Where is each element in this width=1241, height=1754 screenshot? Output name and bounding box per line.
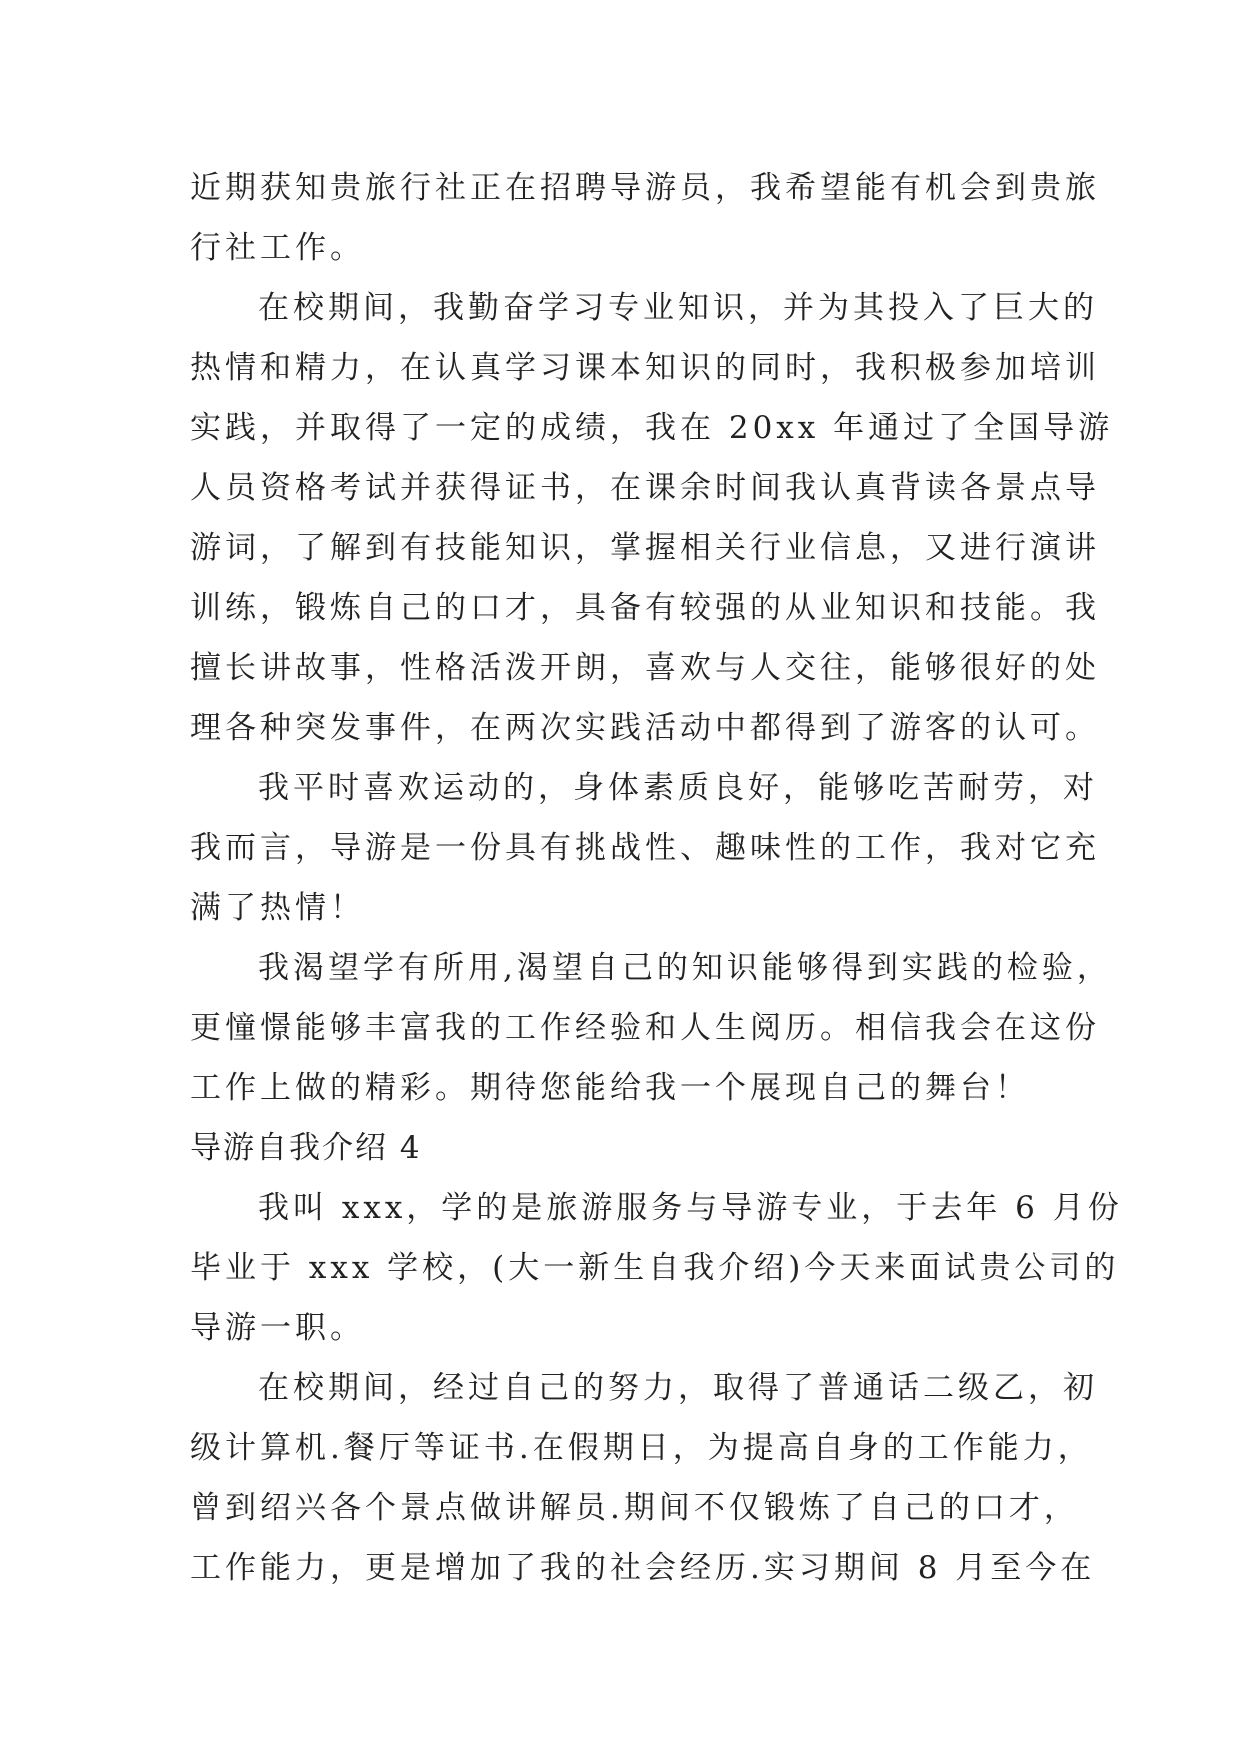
text-line: 实践，并取得了一定的成绩，我在 20xx 年通过了全国导游 xyxy=(190,410,1114,446)
paragraph-4 xyxy=(190,938,1112,1118)
section-heading: 导游自我介绍 4 xyxy=(190,1130,422,1166)
paragraph-2 xyxy=(190,278,1114,758)
text-line: 人员资格考试并获得证书，在课余时间我认真背读各景点导 xyxy=(190,470,1100,506)
text-line: 训练，锻炼自己的口才，具备有较强的从业知识和技能。我 xyxy=(190,590,1100,626)
text-line: 工作上做的精彩。期待您能给我一个展现自己的舞台！ xyxy=(190,1070,1030,1106)
text-line: 毕业于 xxx 学校，(大一新生自我介绍)今天来面试贵公司的 xyxy=(190,1250,1120,1286)
text-line: 我叫 xxx，学的是旅游服务与导游专业，于去年 6 月份 xyxy=(258,1190,1123,1226)
text-line: 游词，了解到有技能知识，掌握相关行业信息，又进行演讲 xyxy=(190,530,1100,566)
text-line: 我平时喜欢运动的，身体素质良好，能够吃苦耐劳，对 xyxy=(258,770,1098,806)
text-line: 我渴望学有所用,渴望自己的知识能够得到实践的检验， xyxy=(258,950,1112,986)
text-line: 行社工作。 xyxy=(190,230,365,266)
text-line: 擅长讲故事，性格活泼开朗，喜欢与人交往，能够很好的处 xyxy=(190,650,1100,686)
text-line: 曾到绍兴各个景点做讲解员.期间不仅锻炼了自己的口才， xyxy=(190,1490,1079,1526)
text-line: 理各种突发事件，在两次实践活动中都得到了游客的认可。 xyxy=(190,710,1100,746)
text-line: 满了热情！ xyxy=(190,890,365,926)
text-line: 近期获知贵旅行社正在招聘导游员，我希望能有机会到贵旅 xyxy=(190,170,1100,206)
text-line: 更憧憬能够丰富我的工作经验和人生阅历。相信我会在这份 xyxy=(190,1010,1100,1046)
text-line: 我而言，导游是一份具有挑战性、趣味性的工作，我对它充 xyxy=(190,830,1100,866)
text-line: 工作能力，更是增加了我的社会经历.实习期间 8 月至今在 xyxy=(190,1550,1096,1586)
text-line: 热情和精力，在认真学习课本知识的同时，我积极参加培训 xyxy=(190,350,1100,386)
text-line: 级计算机.餐厅等证书.在假期日，为提高自身的工作能力， xyxy=(190,1430,1093,1466)
paragraph-3 xyxy=(190,758,1100,938)
text-line: 导游一职。 xyxy=(190,1310,365,1346)
text-line: 在校期间，我勤奋学习专业知识，并为其投入了巨大的 xyxy=(258,290,1098,326)
paragraph-5 xyxy=(190,1178,1123,1358)
document-body xyxy=(190,158,1123,1598)
text-line: 在校期间，经过自己的努力，取得了普通话二级乙，初 xyxy=(258,1370,1098,1406)
paragraph-1 xyxy=(190,158,1100,278)
paragraph-6 xyxy=(190,1358,1098,1598)
